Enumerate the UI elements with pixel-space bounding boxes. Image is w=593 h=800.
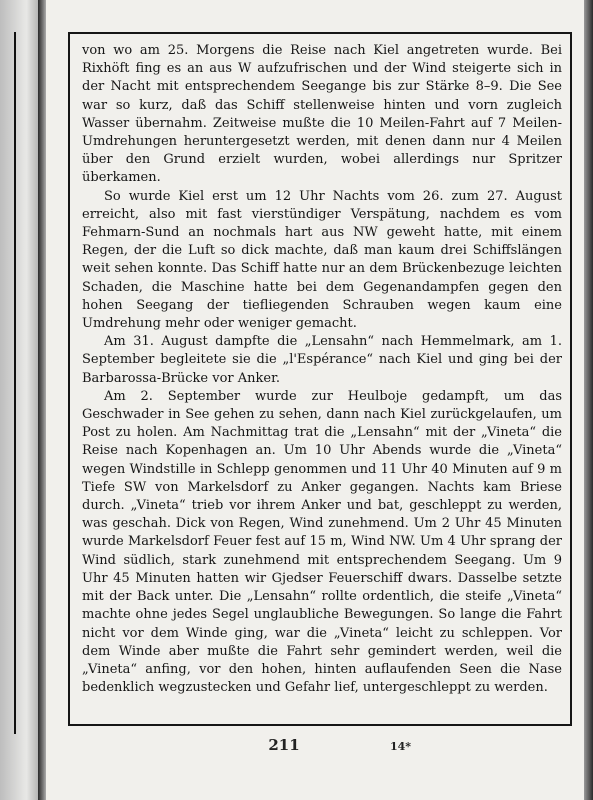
paragraph-2: So wurde Kiel erst um 12 Uhr Nachts vom 26. zum 27. August erreicht, also mit fast vierstündiger Verspätung, nachdem es vom Fehmarn-Sund an nochmals hart aus NW geweht hatte, mit einem Regen, der die Luft so dick machte, daß man kaum drei Schiffslängen weit sehen konnte. Das Schiff hatte nur an dem Brückenbezuge leichten Schaden, die Maschine hatte bei dem Gegenandampfen gegen den hohen Seegang der tiefliegenden Schrauben wegen kaum eine Umdrehung mehr oder weniger gemacht.: [82, 188, 562, 332]
left-page-frame-rule: [14, 32, 16, 734]
paragraph-4: Am 2. September wurde zur Heulboje gedampft, um das Geschwader in See gehen zu sehen, dann nach Kiel zurückgelaufen, um Post zu holen. Am Nachmittag trat die „Lensahn“ mit der „Vineta“ die Reise nach Kopenhagen an. Um 10 Uhr Abends wurde die „Vineta“ wegen Windstille in Schlepp genommen und 11 Uhr 40 Minuten auf 9 m Tiefe SW von Markelsdorf zu Anker gegangen. Nachts kam Briese durch. „Vineta“ trieb vor ihrem Anker und bat, geschleppt zu werden, was geschah. Dick von Regen, Wind zunehmend. Um 2 Uhr 45 Minuten wurde Markelsdorf Feuer fest auf 15 m, Wind NW. Um 4 Uhr sprang der Wind südlich, stark zunehmend mit entsprechendem Seegang. Um 9 Uhr 45 Minuten hatten wir Gjedser Feuerschiff dwars. Dasselbe setzte mit der Back unter. Die „Lensahn“ rollte ordentlich, die steife „Vineta“ machte ohne jedes Segel unglaubliche Bewegungen. So lange die Fahrt nicht vor dem Winde ging, war die „Vineta“ leicht zu schleppen. Vor dem Winde aber mußte die Fahrt sehr gemindert werden, weil die „Vineta“ anfing, vor den hohen, hinten auflaufenden Seen die Nase bedenklich wegzustecken und Gefahr lief, untergeschleppt zu werden.: [82, 388, 562, 696]
paragraph-1: von wo am 25. Morgens die Reise nach Kiel angetreten wurde. Bei Rixhöft fing es an aus W aufzufrischen und der Wind steigerte sich in der Nacht mit entsprechendem Seegange bis zur Stärke 8–9. Die See war so kurz, daß das Schiff stellenweise hinten und vorn zugleich Wasser übernahm. Zeitweise mußte die 10 Meilen-Fahrt auf 7 Meilen-Umdrehungen heruntergesetzt werden, mit denen dann nur 4 Meilen über den Grund erzielt wurden, wobei allerdings nur Spritzer überkamen.: [82, 43, 562, 186]
body-text: [82, 42, 562, 697]
page-number: 211: [268, 736, 300, 754]
page-edge-shadow: [584, 0, 593, 800]
signature-mark: 14*: [390, 740, 412, 753]
paragraph-3: Am 31. August dampfte die „Lensahn“ nach Hemmelmark, am 1. September begleitete sie die „l'Espérance“ nach Kiel und ging bei der Barbarossa-Brücke vor Anker.: [82, 334, 562, 386]
